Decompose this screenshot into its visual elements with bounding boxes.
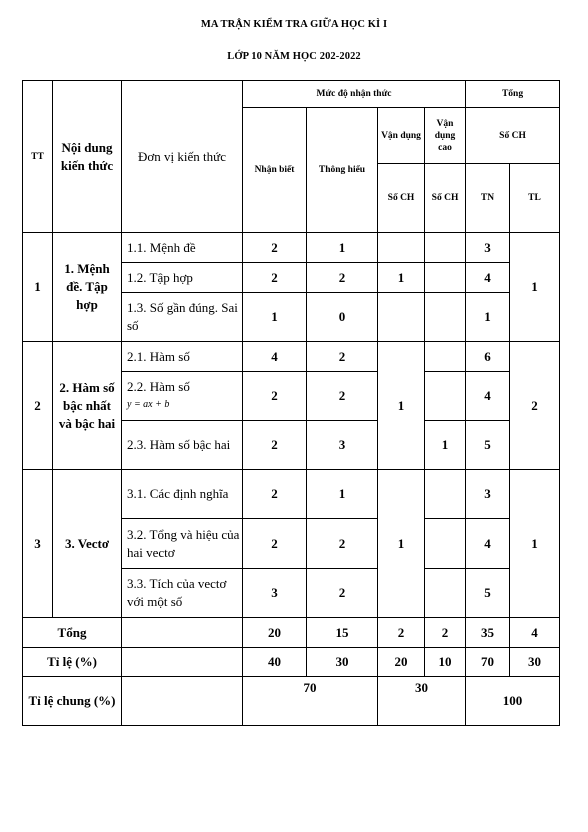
comprehension-cell: 3 — [307, 421, 378, 470]
unit-label: 2.2. Hàm số — [127, 379, 190, 394]
tn-cell: 5 — [466, 569, 510, 618]
section-3-number: 3 — [23, 470, 53, 618]
section-1-tl: 1 — [510, 233, 560, 342]
unit-cell: 3.3. Tích của vectơ với một số — [122, 569, 243, 618]
high-application-cell — [425, 519, 466, 569]
comprehension-cell: 1 — [307, 470, 378, 519]
section-3-tl: 1 — [510, 470, 560, 618]
high-application-cell — [425, 293, 466, 342]
tn-cell: 6 — [466, 342, 510, 372]
total-tn: 35 — [466, 618, 510, 648]
unit-cell: 1.1. Mệnh đề — [122, 233, 243, 263]
section-2-content: 2. Hàm số bậc nhất và bậc hai — [53, 342, 122, 470]
comprehension-cell: 0 — [307, 293, 378, 342]
tn-cell: 4 — [466, 263, 510, 293]
comprehension-cell: 2 — [307, 263, 378, 293]
header-content: Nội dung kiến thức — [53, 81, 122, 233]
header-cognitive-levels: Mức độ nhận thức — [243, 81, 466, 108]
high-application-cell — [425, 470, 466, 519]
overall-ratio-vd-vdc: 30 — [378, 677, 466, 726]
recognition-cell: 2 — [243, 470, 307, 519]
empty-cell — [122, 648, 243, 677]
header-total: Tổng — [466, 81, 560, 108]
high-application-cell — [425, 569, 466, 618]
header-application-count: Số CH — [378, 164, 425, 233]
header-high-application: Vận dụng cao — [425, 108, 466, 164]
comprehension-cell: 1 — [307, 233, 378, 263]
tn-cell: 1 — [466, 293, 510, 342]
document-title: MA TRẬN KIỂM TRA GIỮA HỌC KÌ I — [200, 19, 388, 30]
header-tn: TN — [466, 164, 510, 233]
total-high-application: 2 — [425, 618, 466, 648]
header-application: Vận dụng — [378, 108, 425, 164]
unit-cell: 3.1. Các định nghĩa — [122, 470, 243, 519]
ratio-tn: 70 — [466, 648, 510, 677]
application-cell: 1 — [378, 263, 425, 293]
header-unit: Đơn vị kiến thức — [122, 81, 243, 233]
unit-cell: 2.1. Hàm số — [122, 342, 243, 372]
recognition-cell: 4 — [243, 342, 307, 372]
unit-cell — [122, 372, 243, 421]
application-cell — [378, 293, 425, 342]
overall-ratio-nb-th: 70 — [243, 677, 378, 726]
recognition-cell: 2 — [243, 372, 307, 421]
total-application: 2 — [378, 618, 425, 648]
recognition-cell: 2 — [243, 519, 307, 569]
section-3-application: 1 — [378, 470, 425, 618]
recognition-cell: 3 — [243, 569, 307, 618]
section-1-content: 1. Mệnh đề. Tập hợp — [53, 233, 122, 342]
total-comprehension: 15 — [307, 618, 378, 648]
comprehension-cell: 2 — [307, 519, 378, 569]
formula: y = ax + b — [127, 399, 170, 410]
header-tt: TT — [23, 81, 53, 233]
section-2-application: 1 — [378, 342, 425, 470]
total-recognition: 20 — [243, 618, 307, 648]
header-comprehension: Thông hiểu — [307, 108, 378, 233]
ratio-label: Tỉ lệ (%) — [23, 648, 122, 677]
ratio-tl: 30 — [510, 648, 560, 677]
tn-cell: 5 — [466, 421, 510, 470]
tn-cell: 3 — [466, 233, 510, 263]
total-tl: 4 — [510, 618, 560, 648]
recognition-cell: 1 — [243, 293, 307, 342]
high-application-cell — [425, 233, 466, 263]
header-question-count: Số CH — [466, 108, 560, 164]
unit-cell: 3.2. Tổng và hiệu của hai vectơ — [122, 519, 243, 569]
exam-matrix-table — [22, 80, 560, 726]
header-high-application-count: Số CH — [425, 164, 466, 233]
ratio-recognition: 40 — [243, 648, 307, 677]
comprehension-cell: 2 — [307, 372, 378, 421]
overall-ratio-total: 100 — [466, 677, 560, 726]
recognition-cell: 2 — [243, 421, 307, 470]
header-recognition: Nhận biết — [243, 108, 307, 233]
empty-cell — [122, 618, 243, 648]
ratio-comprehension: 30 — [307, 648, 378, 677]
recognition-cell: 2 — [243, 233, 307, 263]
unit-cell: 1.3. Số gần đúng. Sai số — [122, 293, 243, 342]
header-tl: TL — [510, 164, 560, 233]
application-cell — [378, 233, 425, 263]
high-application-cell: 1 — [425, 421, 466, 470]
recognition-cell: 2 — [243, 263, 307, 293]
unit-cell: 2.3. Hàm số bậc hai — [122, 421, 243, 470]
section-2-tl: 2 — [510, 342, 560, 470]
section-2-number: 2 — [23, 342, 53, 470]
overall-ratio-label: Tỉ lệ chung (%) — [23, 677, 122, 726]
total-label: Tổng — [23, 618, 122, 648]
high-application-cell — [425, 263, 466, 293]
tn-cell: 4 — [466, 372, 510, 421]
section-3-content: 3. Vectơ — [53, 470, 122, 618]
high-application-cell — [425, 342, 466, 372]
empty-cell — [122, 677, 243, 726]
unit-cell: 1.2. Tập hợp — [122, 263, 243, 293]
ratio-application: 20 — [378, 648, 425, 677]
section-1-number: 1 — [23, 233, 53, 342]
comprehension-cell: 2 — [307, 342, 378, 372]
ratio-high-application: 10 — [425, 648, 466, 677]
comprehension-cell: 2 — [307, 569, 378, 618]
tn-cell: 3 — [466, 470, 510, 519]
tn-cell: 4 — [466, 519, 510, 569]
high-application-cell — [425, 372, 466, 421]
document-subtitle: LỚP 10 NĂM HỌC 202-2022 — [227, 51, 361, 62]
